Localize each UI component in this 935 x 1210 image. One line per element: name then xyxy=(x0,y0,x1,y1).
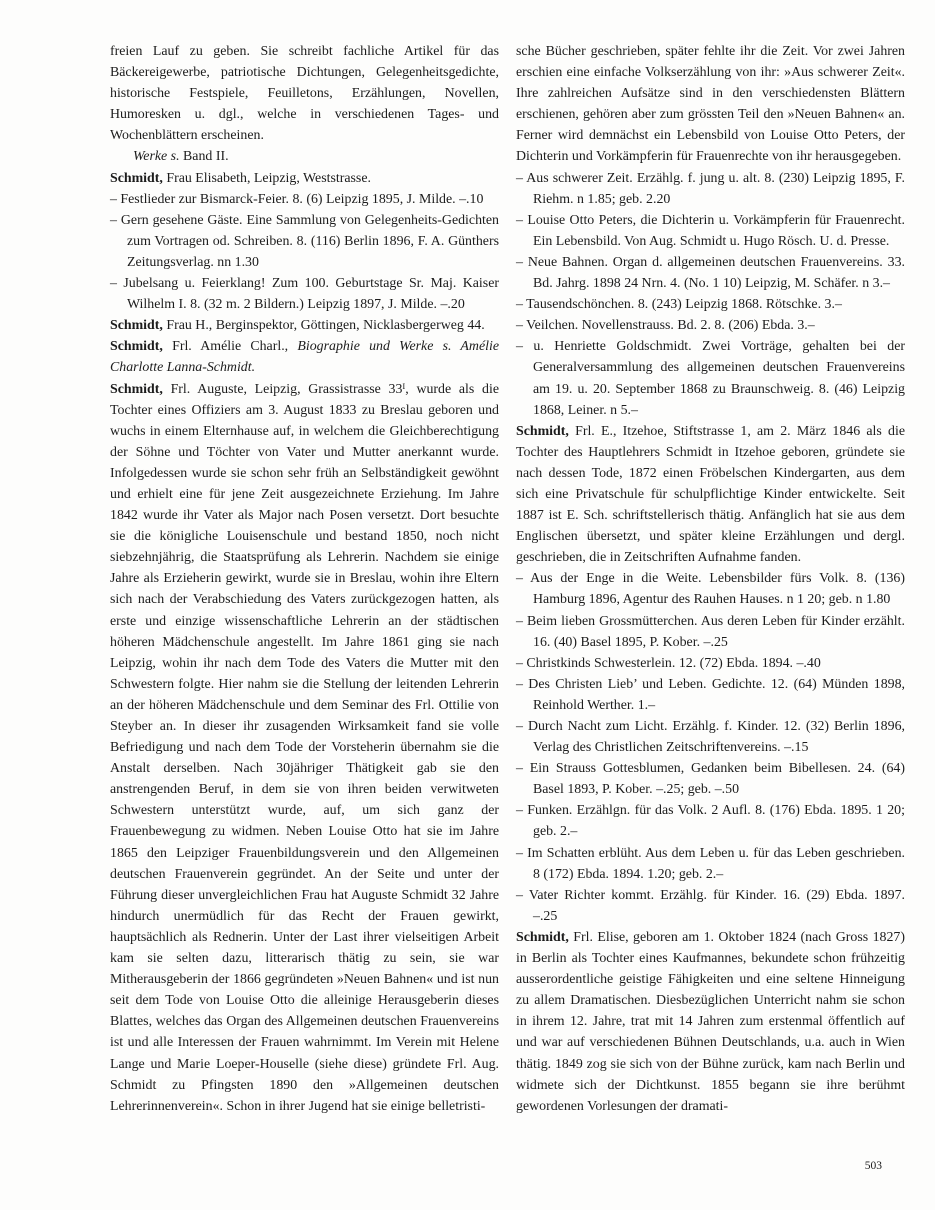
work-item xyxy=(516,336,905,420)
text-run: Frl. Elise, geboren am 1. Oktober 1824 (nach Gross 1827) in Berlin als Tochter eines Kaufmannes, bekundete schon frühzeitig ausserordentliche geistige Fähigkeiten und eine seltene Hinneigung zu allem Dramatischen. Diesbezüglichen Unterricht nahm sie schon in ihrem 12. Jahre, trat mit 14 Jahren zum erstenmal öffentlich auf und war auf verschiedenen Bühnen Deutschlands, u.a. auch in Wien thätig. 1849 zog sie sich von der Bühne zurück, kam nach Berlin und widmete sich der Dichtkunst. 1855 begann sie ihre berühmt gewordenen Vorlesungen der dramati- xyxy=(516,929,905,1114)
text-run: – Durch Nacht zum Licht. Erzählg. f. Kinder. 12. (32) Berlin 1896, Verlag des Christlichen Zeitschriftenvereins. –.15 xyxy=(516,719,905,756)
work-item xyxy=(516,674,905,716)
entry-paragraph xyxy=(110,336,499,378)
work-item xyxy=(516,611,905,653)
work-item xyxy=(516,843,905,885)
text-run: Schmidt, xyxy=(516,929,569,945)
work-item xyxy=(516,800,905,842)
text-run: – Tausendschönchen. 8. (243) Leipzig 1868. Rötschke. 3.– xyxy=(516,297,842,313)
text-run: – Des Christen Lieb’ und Leben. Gedichte. 12. (64) Münden 1898, Reinhold Werther. 1.– xyxy=(516,676,905,713)
continuation-paragraph xyxy=(110,41,499,146)
right-column xyxy=(516,41,905,1117)
text-run: Frl. Amélie Charl., xyxy=(162,339,298,355)
work-item xyxy=(516,252,905,294)
entry-paragraph xyxy=(516,927,905,1117)
work-item xyxy=(516,168,905,210)
work-item xyxy=(110,210,499,273)
text-run: – Louise Otto Peters, die Dichterin u. Vorkämpferin für Frauenrecht. Ein Lebensbild. Von Aug. Schmidt u. Hugo Rösch. U. d. Presse. xyxy=(516,212,905,249)
text-run: , wurde als die Tochter eines Offiziers am 3. August 1833 zu Breslau geboren und wuchs in einem Elternhause auf, in welchem die Gleichberechtigung der Söhne und Töchter von Vater und Mutter anerkannt wurde. Infolgedessen wurde sie schon sehr früh an Selbständigkeit gewöhnt und erhielt eine für jene Zeit ausgezeichnete Erziehung. Im Jahre 1842 wurde ihr Vater als Major nach Posen versetzt. Dort besuchte sie die königliche Louisenschule und bestand 1850, noch nicht siebzehnjährig, die Staatsprüfung als Lehrerin. Nachdem sie einige Jahre als Erzieherin gewirkt, wurde sie in Breslau, wohin ihre Eltern sich nach der Verabschiedung des Vaters zurückgezogen hatten, als erste und einzige wissenschaftliche Lehrerin an der städtischen höheren Mädchenschule angestellt. Im Jahre 1861 ging sie nach Leipzig, wohin ihr nach dem Tode des Vaters die Mutter mit den Schwestern folgte. Hier nahm sie die Stellung der leitenden Lehrerin an der höheren Mädchenschule und dem Seminar des Frl. Ottilie von Steyber an. In dieser ihr zusagenden Wirksamkeit fand sie volle Befriedigung und nach dem Tode der Vorsteherin übernahm sie die Anstalt derselben. Nach 30jähriger Thätigkeit gab sie den anstrengenden Beruf, in dem sie von ihren beiden verwitweten Schwestern unterstützt wurde, auf, um sich ganz der Frauenbewegung zu widmen. Neben Louise Otto hat sie im Jahre 1865 den Leipziger Frauenbildungsverein und den Allgemeinen deutschen Frauenverein gegründet. An der Seite und unter der Führung dieser unvergleichlichen Frau hat Auguste Schmidt 32 Jahre hindurch unermüdlich für das Recht der Frauen gewirkt, hauptsächlich als Rednerin. Unter der Last ihrer vielseitigen Arbeit kam sie selten dazu, litterarisch thätig zu sein, sie war Mitherausgeberin der 1866 gegründeten »Neuen Bahnen« und ist nun seit dem Tode von Louise Otto die alleinige Herausgeberin dieses Blattes, welches das Organ des Allgemeinen deutschen Frauenvereins ist und alle Interessen der Frauen wahrnimmt. Im Verein mit Helene Lange und Marie Loeper-Houselle (siehe diese) gründete Frl. Aug. Schmidt zu Pfingsten 1890 den »Allgemeinen deutschen Lehrerinnenverein«. Schon in ihrer Jugend hat sie einige belletristi- xyxy=(110,381,499,1114)
text-run: Schmidt, xyxy=(516,423,569,439)
text-run: Frl. E., Itzehoe, Stiftstrasse 1, am 2. März 1846 als die Tochter des Hauptlehrers Schmidt in Itzehoe geboren, gründete sie nach dessen Tode, 1872 einen Fröbelschen Kindergarten, aus dem sich eine Privatschule für schulpflichtige Kinder entwickelte. Seit 1887 ist E. Sch. schriftstellerisch thätig. Anfänglich hat sie aus dem Englischen übersetzt, und später kleine Erzählungen und dergl. geschrieben, die in Zeitschriften Aufnahme fanden. xyxy=(516,423,905,566)
text-run: – Gern gesehene Gäste. Eine Sammlung von Gelegenheits-Gedichten zum Vortragen od. Schreiben. 8. (116) Berlin 1896, F. A. Günthers Zeitungsverlag. nn 1.30 xyxy=(110,212,499,270)
work-item xyxy=(516,716,905,758)
text-run: – Veilchen. Novellenstrauss. Bd. 2. 8. (206) Ebda. 3.– xyxy=(516,318,815,334)
text-run: freien Lauf zu geben. Sie schreibt fachliche Artikel für das Bäckereigewerbe, patriotische Dichtungen, Gelegenheitsgedichte, historische Festspiele, Feuilletons, Erzählungen, Novellen, Humoresken u. dgl., welche in verschiedenen Tages- und Wochenblättern erscheinen. xyxy=(110,44,499,144)
work-item xyxy=(516,315,905,336)
work-item xyxy=(516,653,905,674)
text-run: Biographie und Werke s. Amélie Charlotte Lanna-Schmidt. xyxy=(110,339,499,376)
work-item xyxy=(516,294,905,315)
text-run: Schmidt, xyxy=(110,318,163,334)
text-run: – Beim lieben Grossmütterchen. Aus deren Leben für Kinder erzählt. 16. (40) Basel 1895, P. Kober. –.25 xyxy=(516,613,905,650)
entry-paragraph xyxy=(516,421,905,569)
text-run: – Aus der Enge in die Weite. Lebensbilder fürs Volk. 8. (136) Hamburg 1896, Agentur des Rauhen Hauses. n 1 20; geb. n 1.80 xyxy=(516,571,905,608)
text-run: – Festlieder zur Bismarck-Feier. 8. (6) Leipzig 1895, J. Milde. –.10 xyxy=(110,191,484,207)
entry-paragraph xyxy=(110,379,499,1117)
entry-paragraph xyxy=(110,168,499,189)
text-run: Frl. Auguste, Leipzig, Grassistrasse 33 xyxy=(162,381,403,397)
text-run: I xyxy=(402,380,406,391)
left-column xyxy=(110,41,499,1117)
text-run: Schmidt, xyxy=(110,339,163,355)
text-run: Schmidt, xyxy=(110,170,163,186)
text-run: – Im Schatten erblüht. Aus dem Leben u. für das Leben geschrieben. 8 (172) Ebda. 1894. 1.20; geb. 2.– xyxy=(516,845,905,882)
work-item xyxy=(516,758,905,800)
entry-paragraph xyxy=(110,315,499,336)
text-run: – Aus schwerer Zeit. Erzählg. f. jung u. alt. 8. (230) Leipzig 1895, F. Riehm. n 1.85; geb. 2.20 xyxy=(516,170,905,207)
continuation-paragraph xyxy=(516,41,905,168)
work-item xyxy=(110,189,499,210)
work-item xyxy=(110,273,499,315)
works-reference xyxy=(110,146,499,167)
work-item xyxy=(516,210,905,252)
text-run: sche Bücher geschrieben, später fehlte ihr die Zeit. Vor zwei Jahren erschien eine einfache Volkserzählung von ihr: »Aus schwerer Zeit«. Ihre zahlreichen Aufsätze sind in den verschiedensten Blättern erschienen, gehören aber zum grössten Teil den »Neuen Bahnen« an. Ferner wird demnächst ein Lebensbild von Louise Otto Peters, der Dichterin und Vorkämpferin für Frauenrechte von ihr herausgegeben. xyxy=(516,44,905,165)
text-run: – Christkinds Schwesterlein. 12. (72) Ebda. 1894. –.40 xyxy=(516,655,821,671)
work-item xyxy=(516,568,905,610)
text-run: – Jubelsang u. Feierklang! Zum 100. Geburtstage Sr. Maj. Kaiser Wilhelm I. 8. (32 m. 2 Bildern.) Leipzig 1897, J. Milde. –.20 xyxy=(110,276,499,313)
page-number: 503 xyxy=(864,1160,882,1172)
text-run: – Funken. Erzählgn. für das Volk. 2 Aufl. 8. (176) Ebda. 1895. 1 20; geb. 2.– xyxy=(516,803,905,840)
text-run: – Neue Bahnen. Organ d. allgemeinen deutschen Frauenvereins. 33. Bd. Jahrg. 1898 24 Nrn. 4. (No. 1 10) Leipzig, M. Schäfer. n 3.– xyxy=(516,254,905,292)
text-run: – Vater Richter kommt. Erzählg. für Kinder. 16. (29) Ebda. 1897. –.25 xyxy=(516,887,905,924)
text-run: Schmidt, xyxy=(110,381,163,397)
text-run: Band II. xyxy=(179,149,229,165)
text-run: Frau H., Berginspektor, Göttingen, Nicklasbergerweg 44. xyxy=(162,318,485,334)
text-run: – u. Henriette Goldschmidt. Zwei Vorträge, gehalten bei der Generalversammlung des allgemeinen deutschen Frauenvereins am 19. u. 20. September 1868 zu Braunschweig. 8. (46) Leipzig 1868, Leiner. n 5.– xyxy=(516,339,905,418)
text-run: Werke s. xyxy=(133,149,180,165)
text-run: Frau Elisabeth, Leipzig, Weststrasse. xyxy=(162,170,371,186)
text-run: – Ein Strauss Gottesblumen, Gedanken beim Bibellesen. 24. (64) Basel 1893, P. Kober. –.25; geb. –.50 xyxy=(516,761,905,798)
work-item xyxy=(516,885,905,927)
